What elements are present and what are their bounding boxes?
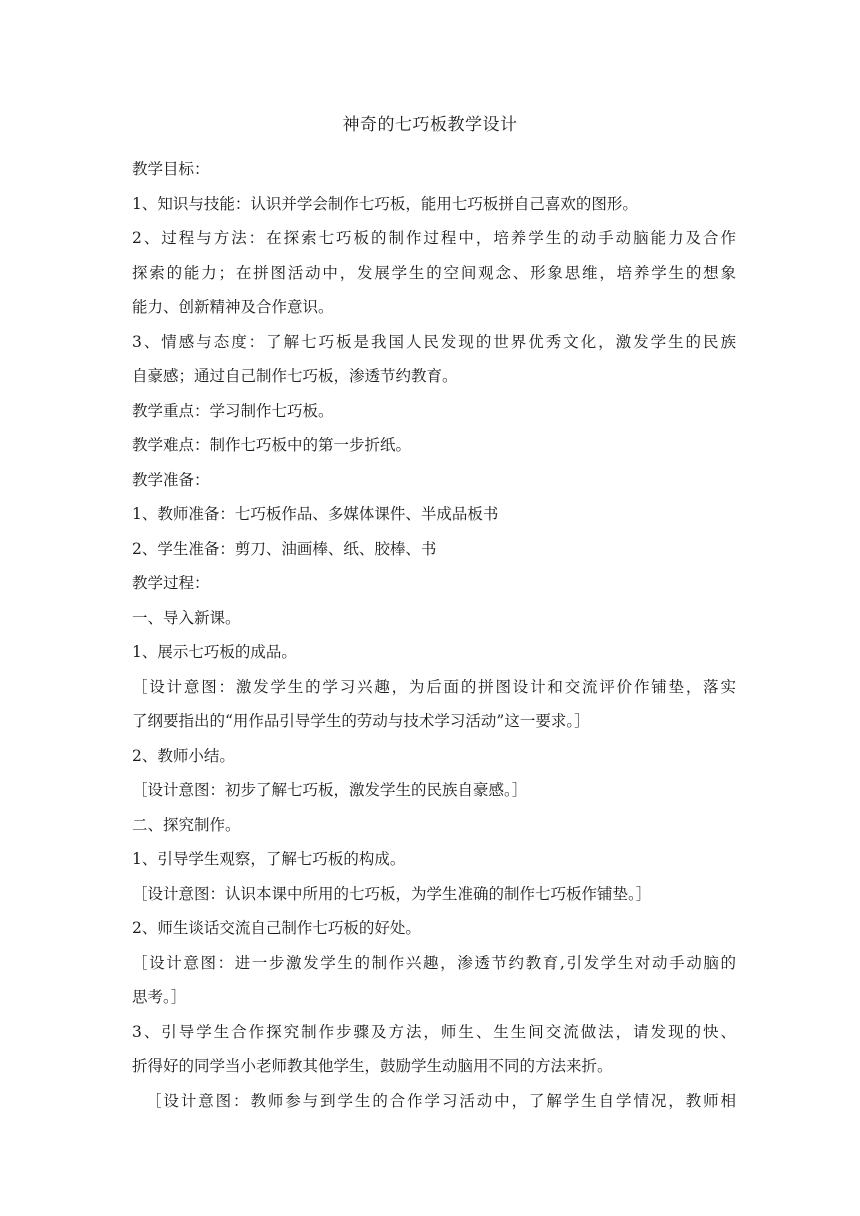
text-line: ［设计意图：初步了解七巧板，激发学生的民族自豪感。］ — [132, 781, 528, 799]
document-body — [132, 152, 736, 1118]
text-line: ［设计意图：进一步激发学生的制作兴趣，渗透节约教育,引发学生对动手动脑的 — [132, 953, 736, 972]
document-title: 神奇的七巧板教学设计 — [342, 115, 518, 135]
text-line: 2、过程与方法：在探索七巧板的制作过程中，培养学生的动手动脑能力及合作 — [132, 229, 736, 247]
text-line: 教学难点：制作七巧板中的第一步折纸。 — [132, 436, 412, 454]
text-line: ［设计意图：激发学生的学习兴趣，为后面的拼图设计和交流评价作铺垫，落实 — [132, 677, 736, 696]
text-line: 2、师生谈话交流自己制作七巧板的好处。 — [132, 919, 421, 937]
text-line: 教学过程： — [132, 574, 210, 592]
text-line: 1、知识与技能：认识并学会制作七巧板，能用七巧板拼自己喜欢的图形。 — [132, 194, 638, 213]
text-line: 教学目标： — [132, 160, 210, 178]
text-line: 1、教师准备：七巧板作品、多媒体课件、半成品板书 — [132, 505, 499, 523]
text-line: 3、引导学生合作探究制作步骤及方法，师生、生生间交流做法，请发现的快、 — [132, 1022, 736, 1041]
text-line: 1、展示七巧板的成品。 — [132, 643, 297, 661]
text-line: 折得好的同学当小老师教其他学生，鼓励学生动脑用不同的方法来折。 — [132, 1057, 613, 1075]
text-line: 教学准备： — [132, 470, 210, 489]
text-line: 2、教师小结。 — [132, 746, 235, 765]
text-line: 了纲要指出的“用作品引导学生的劳动与技术学习活动”这一要求。］ — [132, 712, 590, 730]
text-line: 探索的能力；在拼图活动中，发展学生的空间观念、形象思维，培养学生的想象 — [132, 263, 736, 282]
text-line: 教学重点：学习制作七巧板。 — [132, 401, 334, 420]
text-line: 1、引导学生观察，了解七巧板的构成。 — [132, 850, 406, 868]
text-line: ［设计意图：认识本课中所用的七巧板，为学生准确的制作七巧板作铺垫。］ — [132, 884, 652, 903]
text-line: ［设计意图：教师参与到学生的合作学习活动中，了解学生自学情况，教师相 — [146, 1091, 736, 1110]
text-line: 一、导入新课。 — [132, 608, 241, 627]
text-line: 思考。］ — [132, 988, 187, 1006]
text-line: 能力、创新精神及合作意识。 — [132, 298, 334, 316]
text-line: 2、学生准备：剪刀、油画棒、纸、胶棒、书 — [132, 539, 437, 558]
text-line: 3、情感与态度：了解七巧板是我国人民发现的世界优秀文化，激发学生的民族 — [132, 332, 736, 351]
text-line: 二、探究制作。 — [132, 815, 241, 834]
text-line: 自豪感；通过自己制作七巧板，渗透节约教育。 — [132, 367, 458, 385]
